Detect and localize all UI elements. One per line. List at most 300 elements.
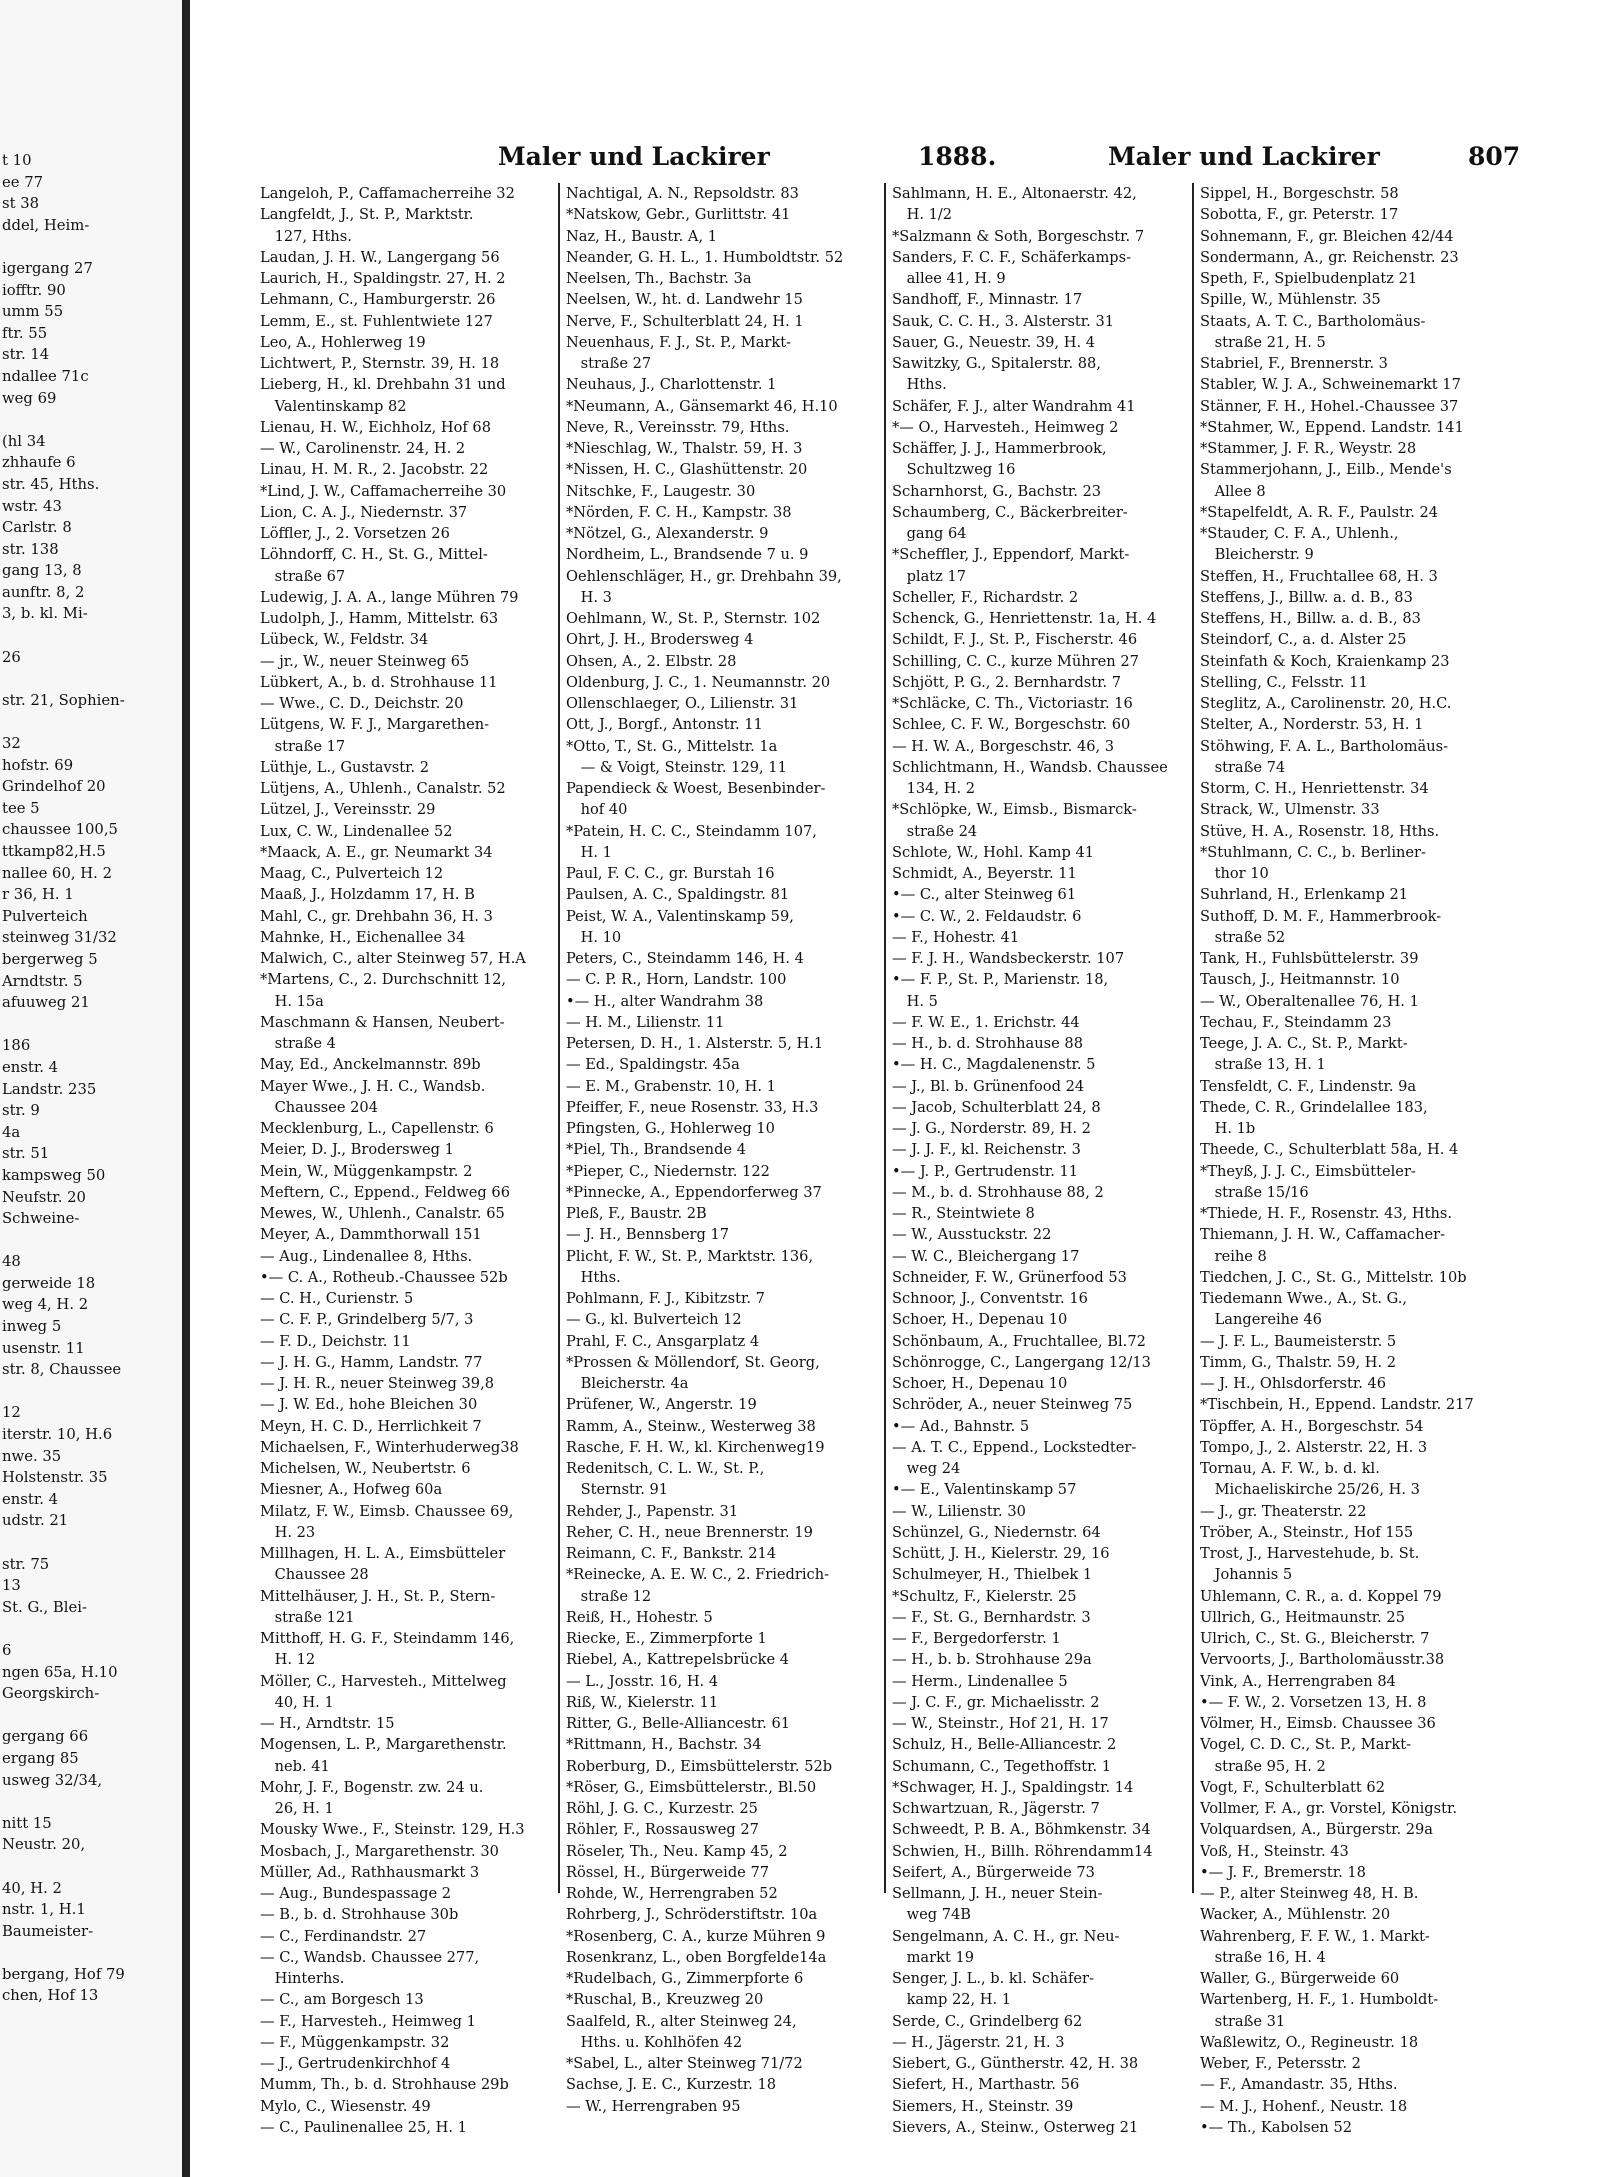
left-fragment-line — [2, 1381, 182, 1403]
directory-entry: Völmer, H., Eimsb. Chaussee 36 — [1200, 1715, 1436, 1732]
left-fragment-line: gerweide 18 — [2, 1274, 96, 1292]
directory-entry: straße 4 — [260, 1035, 336, 1052]
directory-entry: — B., b. d. Strohhause 30b — [260, 1906, 459, 1924]
directory-entry: Ollenschlaeger, O., Lilienstr. 31 — [566, 695, 799, 712]
directory-entry: — W., Lilienstr. 30 — [892, 1502, 1026, 1520]
directory-entry: Wacker, A., Mühlenstr. 20 — [1200, 1906, 1391, 1924]
left-fragment-line: Carlstr. 8 — [2, 519, 72, 537]
directory-entry: Vink, A., Herrengraben 84 — [1200, 1672, 1396, 1690]
directory-entry: Mumm, Th., b. d. Strohhause 29b — [260, 2076, 509, 2094]
directory-entry: Maag, C., Pulverteich 12 — [260, 865, 444, 882]
directory-entry: Thiemann, J. H. W., Caffamacher- — [1200, 1226, 1446, 1244]
directory-entry: Seifert, A., Bürgerweide 73 — [892, 1863, 1095, 1881]
directory-entry: Mohr, J. F., Bogenstr. zw. 24 u. — [260, 1778, 484, 1796]
directory-entry: Teege, J. A. C., St. P., Markt- — [1200, 1035, 1408, 1052]
directory-entry: Steinfath & Koch, Kraienkamp 23 — [1200, 652, 1450, 670]
directory-entry: straße 15/16 — [1200, 1183, 1309, 1201]
directory-entry: H. 5 — [892, 992, 938, 1010]
directory-entry: — M. J., Hohenf., Neustr. 18 — [1200, 2097, 1408, 2115]
directory-entry: Peist, W. A., Valentinskamp 59, — [566, 907, 794, 925]
left-fragment-line: tee 5 — [2, 799, 40, 817]
left-fragment-line: ttkamp82,H.5 — [2, 843, 106, 860]
directory-column-3 — [892, 183, 1184, 2138]
directory-entry: *Sabel, L., alter Steinweg 71/72 — [566, 2055, 803, 2072]
directory-entry: *Ruschal, B., Kreuzweg 20 — [566, 1991, 764, 2009]
directory-entry: Riebel, A., Kattrepelsbrücke 4 — [566, 1651, 790, 1669]
directory-entry: Röseler, Th., Neu. Kamp 45, 2 — [566, 1842, 788, 1860]
directory-entry: •— H., alter Wandrahm 38 — [566, 992, 764, 1010]
directory-entry: Strack, W., Ulmenstr. 33 — [1200, 801, 1380, 819]
directory-entry: Schoer, H., Depenau 10 — [892, 1375, 1068, 1392]
directory-entry: — F., Amandastr. 35, Hths. — [1200, 2076, 1398, 2094]
directory-entry: straße 31 — [1200, 2012, 1286, 2030]
directory-entry: — J. C. F., gr. Michaelisstr. 2 — [892, 1693, 1100, 1711]
directory-entry: Schwartzuan, R., Jägerstr. 7 — [892, 1800, 1100, 1817]
directory-entry: H. 1/2 — [892, 206, 953, 224]
directory-entry: Sengelmann, A. C. H., gr. Neu- — [892, 1927, 1120, 1945]
directory-entry: Ott, J., Borgf., Antonstr. 11 — [566, 716, 763, 734]
left-fragment-line: str. 8, Chaussee — [2, 1361, 122, 1379]
directory-entry: straße 13, H. 1 — [1200, 1056, 1326, 1074]
directory-entry: — C., am Borgesch 13 — [260, 1991, 424, 2009]
directory-entry: Mahl, C., gr. Drehbahn 36, H. 3 — [260, 907, 493, 925]
directory-column-2 — [566, 183, 858, 2117]
directory-entry: Saalfeld, R., alter Steinweg 24, — [566, 2012, 797, 2030]
directory-entry: H. 1 — [566, 843, 612, 861]
left-fragment-line: str. 14 — [2, 346, 50, 364]
left-fragment-line — [2, 1856, 182, 1878]
directory-entry: Lichtwert, P., Sternstr. 39, H. 18 — [260, 355, 500, 372]
directory-entry: Wahrenberg, F. F. W., 1. Markt- — [1200, 1927, 1430, 1945]
directory-entry: Schneider, F. W., Grünerfood 53 — [892, 1268, 1127, 1286]
directory-entry: May, Ed., Anckelmannstr. 89b — [260, 1056, 481, 1074]
directory-entry: Schulmeyer, H., Thielbek 1 — [892, 1566, 1093, 1584]
left-fragment-line: str. 21, Sophien- — [2, 691, 125, 709]
left-page-fragment — [0, 0, 182, 2177]
directory-entry: Vollmer, F. A., gr. Vorstel, Königstr. — [1200, 1800, 1457, 1817]
left-fragment-line: Georgskirch- — [2, 1685, 100, 1703]
directory-entry: Millhagen, H. L. A., Eimsbütteler — [260, 1545, 506, 1562]
directory-entry: — A. T. C., Eppend., Lockstedter- — [892, 1438, 1137, 1456]
directory-entry: Schünzel, G., Niedernstr. 64 — [892, 1523, 1101, 1541]
directory-entry: — H., b. b. Strohhause 29a — [892, 1651, 1092, 1669]
left-fragment-line — [2, 1532, 182, 1554]
directory-entry: straße 52 — [1200, 928, 1286, 946]
directory-entry: Lux, C. W., Lindenallee 52 — [260, 822, 453, 840]
directory-entry: Ohrt, J. H., Brodersweg 4 — [566, 631, 754, 649]
directory-entry: kamp 22, H. 1 — [892, 1991, 1012, 2009]
directory-entry: — Ed., Spaldingstr. 45a — [566, 1056, 740, 1074]
directory-entry: — H., Arndtstr. 15 — [260, 1715, 395, 1732]
left-fragment-line: weg 69 — [2, 389, 57, 407]
left-fragment-line: 40, H. 2 — [2, 1879, 62, 1897]
left-fragment-line — [2, 409, 182, 431]
directory-entry: *— O., Harvesteh., Heimweg 2 — [892, 418, 1119, 436]
directory-entry: Vogt, F., Schulterblatt 62 — [1200, 1778, 1385, 1796]
left-fragment-line — [2, 1014, 182, 1036]
directory-entry: Speth, F., Spielbudenplatz 21 — [1200, 270, 1418, 287]
directory-entry: Tensfeldt, C. F., Lindenstr. 9a — [1200, 1077, 1417, 1095]
directory-entry: Lützel, J., Vereinsstr. 29 — [260, 801, 436, 819]
left-fragment-line: inweg 5 — [2, 1318, 62, 1336]
column-rule — [884, 183, 886, 1893]
directory-entry: Schönrogge, C., Langergang 12/13 — [892, 1353, 1151, 1371]
directory-entry: Sahlmann, H. E., Altonaerstr. 42, — [892, 185, 1137, 202]
directory-entry: — F., Müggenkampstr. 32 — [260, 2033, 450, 2051]
directory-entry: Meyer, A., Dammthorwall 151 — [260, 1226, 482, 1244]
left-fragment-line: iofftr. 90 — [2, 281, 66, 299]
directory-entry: Storm, C. H., Henriettenstr. 34 — [1200, 780, 1429, 797]
directory-entry: Lüthje, L., Gustavstr. 2 — [260, 758, 430, 776]
directory-entry: Mecklenburg, L., Capellenstr. 6 — [260, 1120, 494, 1137]
directory-entry: Nitschke, F., Laugestr. 30 — [566, 482, 756, 500]
left-fragment-line: str. 138 — [2, 540, 59, 558]
directory-entry: Rössel, H., Bürgerweide 77 — [566, 1863, 770, 1881]
directory-entry: — Herm., Lindenallee 5 — [892, 1672, 1068, 1690]
directory-entry: •— E., Valentinskamp 57 — [892, 1481, 1077, 1499]
page-header — [250, 142, 1521, 182]
directory-entry: Lübeck, W., Feldstr. 34 — [260, 631, 429, 649]
directory-entry: — J. H., Bennsberg 17 — [566, 1226, 730, 1244]
left-fragment-line: weg 4, H. 2 — [2, 1296, 89, 1314]
left-fragment-line: Holstenstr. 35 — [2, 1469, 108, 1487]
directory-entry: Steffen, H., Fruchtallee 68, H. 3 — [1200, 567, 1438, 585]
directory-entry: Milatz, F. W., Eimsb. Chaussee 69, — [260, 1502, 514, 1520]
directory-entry: Maschmann & Hansen, Neubert- — [260, 1013, 505, 1031]
directory-entry: straße 16, H. 4 — [1200, 1948, 1326, 1966]
directory-entry: Sohnemann, F., gr. Bleichen 42/44 — [1200, 227, 1454, 245]
left-fragment-line: 3, b. kl. Mi- — [2, 605, 88, 623]
directory-entry: — C., Wandsb. Chaussee 277, — [260, 1948, 480, 1966]
directory-entry: 127, Hths. — [260, 227, 352, 245]
directory-entry: Siebert, G., Güntherstr. 42, H. 38 — [892, 2055, 1139, 2072]
directory-entry: •— F. W., 2. Vorsetzen 13, H. 8 — [1200, 1693, 1427, 1711]
directory-entry: Pfingsten, G., Hohlerweg 10 — [566, 1120, 775, 1137]
directory-entry: *Otto, T., St. G., Mittelstr. 1a — [566, 737, 778, 755]
left-fragment-line: Pulverteich — [2, 907, 88, 925]
directory-entry: — Wwe., C. D., Deichstr. 20 — [260, 695, 464, 712]
directory-entry: weg 24 — [892, 1460, 961, 1477]
directory-entry: Tornau, A. F. W., b. d. kl. — [1200, 1460, 1380, 1477]
directory-entry: markt 19 — [892, 1948, 975, 1966]
directory-entry: *Neumann, A., Gänsemarkt 46, H.10 — [566, 397, 838, 415]
left-fragment-line: chaussee 100,5 — [2, 821, 118, 839]
left-fragment-line: kampsweg 50 — [2, 1166, 106, 1184]
left-fragment-line: ergang 85 — [2, 1749, 79, 1767]
left-fragment-line: hofstr. 69 — [2, 756, 74, 774]
directory-entry: — E. M., Grabenstr. 10, H. 1 — [566, 1077, 776, 1095]
left-fragment-line: Landstr. 235 — [2, 1080, 97, 1098]
directory-entry: Sternstr. 91 — [566, 1481, 669, 1499]
left-fragment-line — [2, 711, 182, 733]
left-fragment-line — [2, 1942, 182, 1964]
left-fragment-line: bergerweg 5 — [2, 950, 98, 968]
directory-entry: Schmidt, A., Beyerstr. 11 — [892, 865, 1077, 882]
directory-entry: — Aug., Bundespassage 2 — [260, 1885, 452, 1902]
directory-entry: Bleicherstr. 4a — [566, 1375, 689, 1392]
directory-entry: Timm, G., Thalstr. 59, H. 2 — [1200, 1353, 1397, 1371]
left-fragment-line: 32 — [2, 735, 21, 753]
directory-entry: Sippel, H., Borgeschstr. 58 — [1200, 185, 1399, 202]
directory-entry: *Salzmann & Soth, Borgeschstr. 7 — [892, 227, 1145, 245]
directory-entry: — J. H. G., Hamm, Landstr. 77 — [260, 1353, 483, 1371]
directory-entry: Schulz, H., Belle-Alliancestr. 2 — [892, 1736, 1117, 1754]
left-fragment-line: enstr. 4 — [2, 1490, 59, 1508]
directory-entry: Michaelsen, F., Winterhuderweg38 — [260, 1438, 519, 1456]
directory-entry: Chaussee 204 — [260, 1098, 379, 1116]
directory-entry: Tiedemann Wwe., A., St. G., — [1200, 1290, 1408, 1307]
header-year: 1888. — [918, 142, 997, 171]
directory-entry: Tiedchen, J. C., St. G., Mittelstr. 10b — [1200, 1268, 1467, 1286]
directory-entry: Oehlmann, W., St. P., Sternstr. 102 — [566, 610, 821, 627]
directory-entry: Serde, C., Grindelberg 62 — [892, 2012, 1083, 2030]
directory-entry: Volquardsen, A., Bürgerstr. 29a — [1200, 1821, 1433, 1839]
left-fragment-line: St. G., Blei- — [2, 1598, 87, 1616]
directory-entry: 26, H. 1 — [260, 1800, 334, 1817]
directory-entry: straße 12 — [566, 1587, 652, 1605]
directory-entry: Steglitz, A., Carolinenstr. 20, H.C. — [1200, 695, 1452, 712]
directory-entry: Schjött, P. G., 2. Bernhardstr. 7 — [892, 673, 1122, 691]
directory-entry: Prüfener, W., Angerstr. 19 — [566, 1396, 757, 1414]
directory-entry: Lütgens, W. F. J., Margarethen- — [260, 716, 490, 734]
directory-entry: Schönbaum, A., Fruchtallee, Bl.72 — [892, 1332, 1146, 1350]
directory-entry: Tröber, A., Steinstr., Hof 155 — [1200, 1523, 1414, 1541]
directory-entry: Schütt, J. H., Kielerstr. 29, 16 — [892, 1545, 1110, 1562]
directory-entry: allee 41, H. 9 — [892, 270, 1006, 287]
left-fragment-line: ndallee 71c — [2, 367, 89, 385]
directory-entry: 40, H. 1 — [260, 1693, 334, 1711]
directory-entry: Lion, C. A. J., Niedernstr. 37 — [260, 503, 468, 521]
directory-entry: Voß, H., Steinstr. 43 — [1200, 1842, 1349, 1860]
directory-entry: — C., Paulinenallee 25, H. 1 — [260, 2118, 467, 2136]
left-fragment-line — [2, 1230, 182, 1252]
directory-entry: Langeloh, P., Caffamacherreihe 32 — [260, 185, 515, 202]
directory-entry: Reimann, C. F., Bankstr. 214 — [566, 1545, 777, 1562]
column-rule — [558, 183, 560, 1893]
left-fragment-line: ddel, Heim- — [2, 216, 90, 234]
directory-entry: — W., Oberaltenallee 76, H. 1 — [1200, 992, 1419, 1010]
left-fragment-line: udstr. 21 — [2, 1512, 69, 1530]
directory-entry: — W., Steinstr., Hof 21, H. 17 — [892, 1715, 1109, 1732]
directory-entry: Leo, A., Hohlerweg 19 — [260, 333, 426, 351]
directory-entry: straße 95, H. 2 — [1200, 1757, 1326, 1775]
directory-entry: H. 1b — [1200, 1120, 1256, 1137]
directory-entry: Meyn, H. C. D., Herrlichkeit 7 — [260, 1417, 482, 1435]
page-number: 807 — [1468, 142, 1521, 171]
left-fragment-line: igergang 27 — [2, 259, 93, 277]
directory-entry: Reher, C. H., neue Brennerstr. 19 — [566, 1523, 813, 1541]
directory-entry: H. 15a — [260, 992, 324, 1010]
directory-entry: Laurich, H., Spaldingstr. 27, H. 2 — [260, 270, 506, 287]
directory-entry: — J. W. Ed., hohe Bleichen 30 — [260, 1396, 478, 1414]
directory-entry: Mahnke, H., Eichenallee 34 — [260, 928, 466, 946]
directory-entry: *Rittmann, H., Bachstr. 34 — [566, 1736, 762, 1754]
directory-entry: Riecke, E., Zimmerpforte 1 — [566, 1630, 767, 1647]
left-fragment-line: nitt 15 — [2, 1814, 52, 1832]
directory-entry: — jr., W., neuer Steinweg 65 — [260, 652, 470, 670]
directory-entry: Stelling, C., Felsstr. 11 — [1200, 673, 1368, 691]
left-fragment-line: afuuweg 21 — [2, 994, 90, 1012]
directory-entry: Allee 8 — [1200, 482, 1266, 500]
left-fragment-line: bergang, Hof 79 — [2, 1965, 125, 1983]
directory-entry: Trost, J., Harvestehude, b. St. — [1200, 1545, 1420, 1562]
directory-entry: Papendieck & Woest, Besenbinder- — [566, 780, 826, 797]
directory-entry: Maaß, J., Holzdamm 17, H. B — [260, 886, 475, 904]
directory-entry: — F., St. G., Bernhardstr. 3 — [892, 1608, 1091, 1626]
directory-entry: *Prossen & Möllendorf, St. Georg, — [566, 1353, 820, 1371]
directory-entry: Möller, C., Harvesteh., Mittelweg — [260, 1672, 507, 1690]
directory-entry: Sievers, A., Steinw., Osterweg 21 — [892, 2118, 1139, 2136]
directory-entry: Stelter, A., Norderstr. 53, H. 1 — [1200, 716, 1424, 734]
directory-entry: Sauk, C. C. H., 3. Alsterstr. 31 — [892, 312, 1115, 330]
directory-entry: — C. P. R., Horn, Landstr. 100 — [566, 971, 787, 989]
directory-entry: Stöhwing, F. A. L., Bartholomäus- — [1200, 737, 1449, 755]
directory-entry: Stüve, H. A., Rosenstr. 18, Hths. — [1200, 822, 1440, 840]
directory-entry: Lübkert, A., b. d. Strohhause 11 — [260, 673, 498, 691]
directory-entry: *Schlöpke, W., Eimsb., Bismarck- — [892, 801, 1137, 819]
directory-entry: Malwich, C., alter Steinweg 57, H.A — [260, 950, 526, 967]
directory-entry: Hinterhs. — [260, 1970, 345, 1987]
directory-entry: Spille, W., Mühlenstr. 35 — [1200, 291, 1381, 309]
directory-entry: *Röser, G., Eimsbüttelerstr., Bl.50 — [566, 1778, 817, 1796]
directory-entry: Neuhaus, J., Charlottenstr. 1 — [566, 376, 777, 394]
directory-entry: — Aug., Lindenallee 8, Hths. — [260, 1247, 473, 1265]
directory-entry: •— Ad., Bahnstr. 5 — [892, 1417, 1030, 1435]
header-left-title: Maler und Lackirer — [498, 142, 770, 171]
column-rule — [1192, 183, 1194, 1893]
directory-entry: Röhl, J. G. C., Kurzestr. 25 — [566, 1800, 758, 1817]
directory-entry: *Stauder, C. F. A., Uhlenh., — [1200, 525, 1399, 542]
left-fragment-line: str. 51 — [2, 1145, 50, 1163]
directory-entry: — P., alter Steinweg 48, H. B. — [1200, 1885, 1419, 1902]
directory-entry: *Nötzel, G., Alexanderstr. 9 — [566, 525, 769, 542]
directory-entry: Schweedt, P. B. A., Böhmkenstr. 34 — [892, 1821, 1151, 1839]
directory-entry: — J. G., Norderstr. 89, H. 2 — [892, 1120, 1091, 1137]
directory-entry: Waller, G., Bürgerweide 60 — [1200, 1970, 1400, 1987]
directory-entry: Petersen, D. H., 1. Alsterstr. 5, H.1 — [566, 1035, 824, 1052]
directory-entry: Theede, C., Schulterblatt 58a, H. 4 — [1200, 1141, 1459, 1159]
left-fragment-line: 12 — [2, 1404, 21, 1422]
directory-entry: — L., Josstr. 16, H. 4 — [566, 1672, 719, 1690]
directory-entry: Naz, H., Baustr. A, 1 — [566, 227, 718, 245]
directory-entry: *Stuhlmann, C. C., b. Berliner- — [1200, 843, 1426, 861]
left-fragment-line — [2, 668, 182, 690]
directory-entry: Sachse, J. E. C., Kurzestr. 18 — [566, 2076, 777, 2094]
directory-entry: Rohrberg, J., Schröderstiftstr. 10a — [566, 1906, 818, 1924]
left-fragment-line: 26 — [2, 648, 21, 666]
directory-entry: — J., gr. Theaterstr. 22 — [1200, 1502, 1367, 1520]
directory-entry: Müller, Ad., Rathhausmarkt 3 — [260, 1863, 480, 1881]
directory-entry: Schröder, A., neuer Steinweg 75 — [892, 1396, 1133, 1414]
left-fragment-line — [2, 625, 182, 647]
left-fragment-line: Neufstr. 20 — [2, 1188, 86, 1206]
directory-entry: Michaeliskirche 25/26, H. 3 — [1200, 1481, 1420, 1499]
directory-entry: Sanders, F. C. F., Schäferkamps- — [892, 248, 1132, 266]
directory-entry: *Tischbein, H., Eppend. Landstr. 217 — [1200, 1396, 1474, 1414]
directory-entry: Schlote, W., Hohl. Kamp 41 — [892, 843, 1095, 861]
directory-entry: 134, H. 2 — [892, 780, 976, 797]
directory-entry: •— J. P., Gertrudenstr. 11 — [892, 1162, 1079, 1180]
left-fragment-line: t 10 — [2, 152, 32, 169]
directory-entry: Rohde, W., Herrengraben 52 — [566, 1885, 778, 1902]
directory-entry: straße 74 — [1200, 758, 1286, 776]
directory-entry: *Stahmer, W., Eppend. Landstr. 141 — [1200, 418, 1464, 436]
directory-entry: Thede, C. R., Grindelallee 183, — [1200, 1098, 1428, 1116]
directory-entry: weg 74B — [892, 1906, 971, 1924]
directory-entry: Neve, R., Vereinsstr. 79, Hths. — [566, 418, 790, 436]
directory-entry: Mitthoff, H. G. F., Steindamm 146, — [260, 1630, 515, 1647]
directory-entry: *Natskow, Gebr., Gurlittstr. 41 — [566, 206, 791, 224]
directory-entry: *Thiede, H. F., Rosenstr. 43, Hths. — [1200, 1205, 1453, 1222]
directory-entry: gang 64 — [892, 525, 967, 542]
directory-entry: — J. J. F., kl. Reichenstr. 3 — [892, 1141, 1081, 1159]
directory-entry: Mein, W., Müggenkampstr. 2 — [260, 1162, 473, 1180]
directory-entry: Mittelhäuser, J. H., St. P., Stern- — [260, 1587, 496, 1605]
directory-entry: — F., Harvesteh., Heimweg 1 — [260, 2012, 476, 2030]
directory-entry: Prahl, F. C., Ansgarplatz 4 — [566, 1332, 760, 1350]
left-page-text — [0, 0, 182, 2007]
directory-entry: — J., Gertrudenkirchhof 4 — [260, 2055, 451, 2072]
directory-entry: Steffens, H., Billw. a. d. B., 83 — [1200, 610, 1421, 627]
directory-entry: — F., Hohestr. 41 — [892, 928, 1020, 946]
directory-entry: Sobotta, F., gr. Peterstr. 17 — [1200, 206, 1399, 224]
directory-entry: •— C., alter Steinweg 61 — [892, 886, 1077, 904]
left-fragment-line: gergang 66 — [2, 1728, 89, 1746]
directory-entry: Wartenberg, H. F., 1. Humboldt- — [1200, 1991, 1439, 2009]
directory-entry: Stabriel, F., Brennerstr. 3 — [1200, 355, 1388, 372]
directory-entry: Nordheim, L., Brandsende 7 u. 9 — [566, 546, 809, 564]
directory-entry: — W., Carolinenstr. 24, H. 2 — [260, 440, 466, 457]
directory-entry: *Rudelbach, G., Zimmerpforte 6 — [566, 1970, 804, 1987]
left-fragment-line: nallee 60, H. 2 — [2, 864, 112, 882]
page-binding-edge — [182, 0, 190, 2177]
directory-entry: Rehder, J., Papenstr. 31 — [566, 1502, 739, 1520]
directory-entry: Schäffer, J. J., Hammerbrook, — [892, 440, 1107, 457]
directory-entry: thor 10 — [1200, 865, 1269, 882]
directory-entry: •— C. A., Rotheub.-Chaussee 52b — [260, 1268, 508, 1286]
left-fragment-line: usweg 32/34, — [2, 1771, 103, 1789]
directory-entry: Löffler, J., 2. Vorsetzen 26 — [260, 525, 450, 542]
directory-entry: — W., Herrengraben 95 — [566, 2097, 741, 2115]
directory-entry: — J. F. L., Baumeisterstr. 5 — [1200, 1332, 1397, 1350]
left-fragment-line: Grindelhof 20 — [2, 778, 106, 796]
left-fragment-line: str. 9 — [2, 1102, 40, 1120]
directory-entry: Stabler, W. J. A., Schweinemarkt 17 — [1200, 376, 1461, 394]
left-fragment-line: str. 45, Hths. — [2, 475, 100, 493]
left-fragment-line: 6 — [2, 1641, 12, 1659]
directory-entry: Redenitsch, C. L. W., St. P., — [566, 1460, 765, 1477]
directory-entry: Schildt, F. J., St. P., Fischerstr. 46 — [892, 631, 1138, 649]
directory-entry: Miesner, A., Hofweg 60a — [260, 1481, 443, 1499]
directory-entry: *Reinecke, A. E. W. C., 2. Friedrich- — [566, 1566, 830, 1584]
left-fragment-line: 186 — [2, 1037, 31, 1055]
directory-entry: Ritter, G., Belle-Alliancestr. 61 — [566, 1715, 791, 1732]
left-fragment-line: st 38 — [2, 195, 40, 213]
directory-entry: *Nieschlag, W., Thalstr. 59, H. 3 — [566, 440, 803, 457]
directory-entry: *Patein, H. C. C., Steindamm 107, — [566, 822, 817, 840]
directory-entry: straße 121 — [260, 1608, 355, 1626]
directory-entry: Oehlenschläger, H., gr. Drehbahn 39, — [566, 567, 842, 585]
directory-entry: straße 67 — [260, 567, 346, 585]
directory-entry: Laudan, J. H. W., Langergang 56 — [260, 248, 500, 266]
directory-entry: — J. H. R., neuer Steinweg 39,8 — [260, 1375, 494, 1392]
directory-column-4 — [1200, 183, 1492, 2138]
directory-entry: Töpffer, A. H., Borgeschstr. 54 — [1200, 1417, 1424, 1435]
directory-entry: Schnoor, J., Conventstr. 16 — [892, 1290, 1088, 1307]
directory-entry: reihe 8 — [1200, 1247, 1267, 1265]
directory-entry: — W. C., Bleichergang 17 — [892, 1247, 1080, 1265]
header-right-title: Maler und Lackirer — [1108, 142, 1380, 171]
